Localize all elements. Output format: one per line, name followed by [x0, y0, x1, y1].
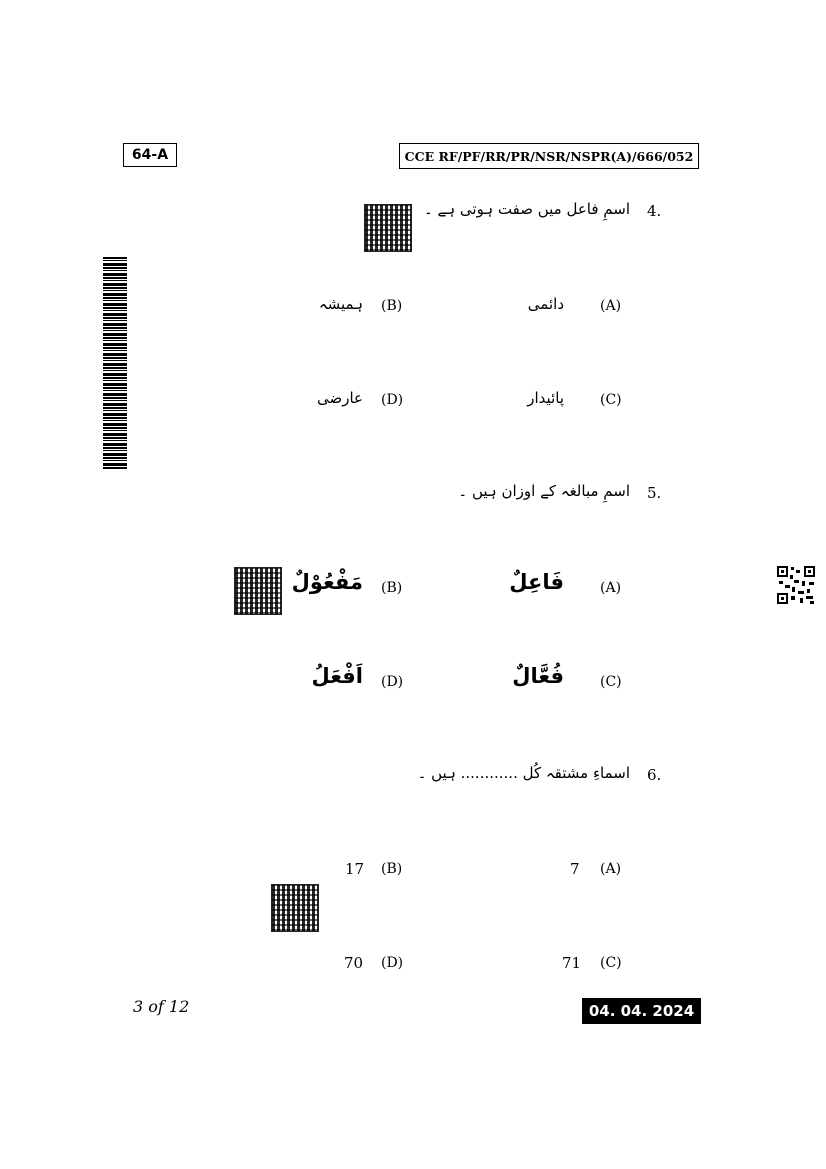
option-text: پائیدار: [527, 389, 564, 407]
qr-code-image: [271, 884, 319, 932]
question-number: 6.: [647, 766, 662, 784]
qr-code-image: [364, 204, 412, 252]
question-text: اسماءِ مشتقہ کُل ............ ہیں ۔: [417, 764, 630, 782]
exam-date: 04. 04. 2024: [582, 998, 701, 1024]
option-text: فُعَّالٌ: [512, 664, 564, 688]
question-text: اسمِ مبالغہ کے اوزان ہیں ۔: [458, 482, 630, 500]
option-text: عارضی: [316, 389, 363, 407]
option-label: (C): [600, 674, 622, 690]
barcode-image: [103, 257, 127, 470]
option-label: (C): [600, 955, 622, 971]
paper-code: 64-A: [123, 143, 177, 167]
question-number: 4.: [647, 202, 662, 220]
option-text: مَفْعُوْلٌ: [291, 570, 363, 594]
page-number: 3 of 12: [133, 997, 190, 1016]
option-text: دائمی: [527, 295, 564, 313]
option-text: فَاعِلٌ: [509, 570, 564, 594]
qr-code-image: [776, 565, 816, 605]
option-label: (D): [381, 955, 404, 971]
option-label: (A): [600, 861, 622, 877]
option-text: 7: [570, 860, 580, 878]
option-label: (A): [600, 298, 622, 314]
option-label: (B): [381, 861, 403, 877]
option-label: (B): [381, 298, 403, 314]
option-text: ہمیشہ: [318, 295, 363, 313]
option-label: (C): [600, 392, 622, 408]
option-text: 71: [562, 954, 582, 972]
option-label: (B): [381, 580, 403, 596]
option-text: 17: [345, 860, 365, 878]
option-label: (D): [381, 392, 404, 408]
option-text: اَفْعَلُ: [311, 664, 363, 688]
option-text: 70: [344, 954, 364, 972]
question-number: 5.: [647, 484, 662, 502]
option-label: (D): [381, 674, 404, 690]
qr-code-image: [234, 567, 282, 615]
question-text: اسمِ فاعل میں صفت ہوتی ہے ۔: [424, 200, 630, 218]
series-code: CCE RF/PF/RR/PR/NSR/NSPR(A)/666/052: [399, 143, 699, 169]
option-label: (A): [600, 580, 622, 596]
